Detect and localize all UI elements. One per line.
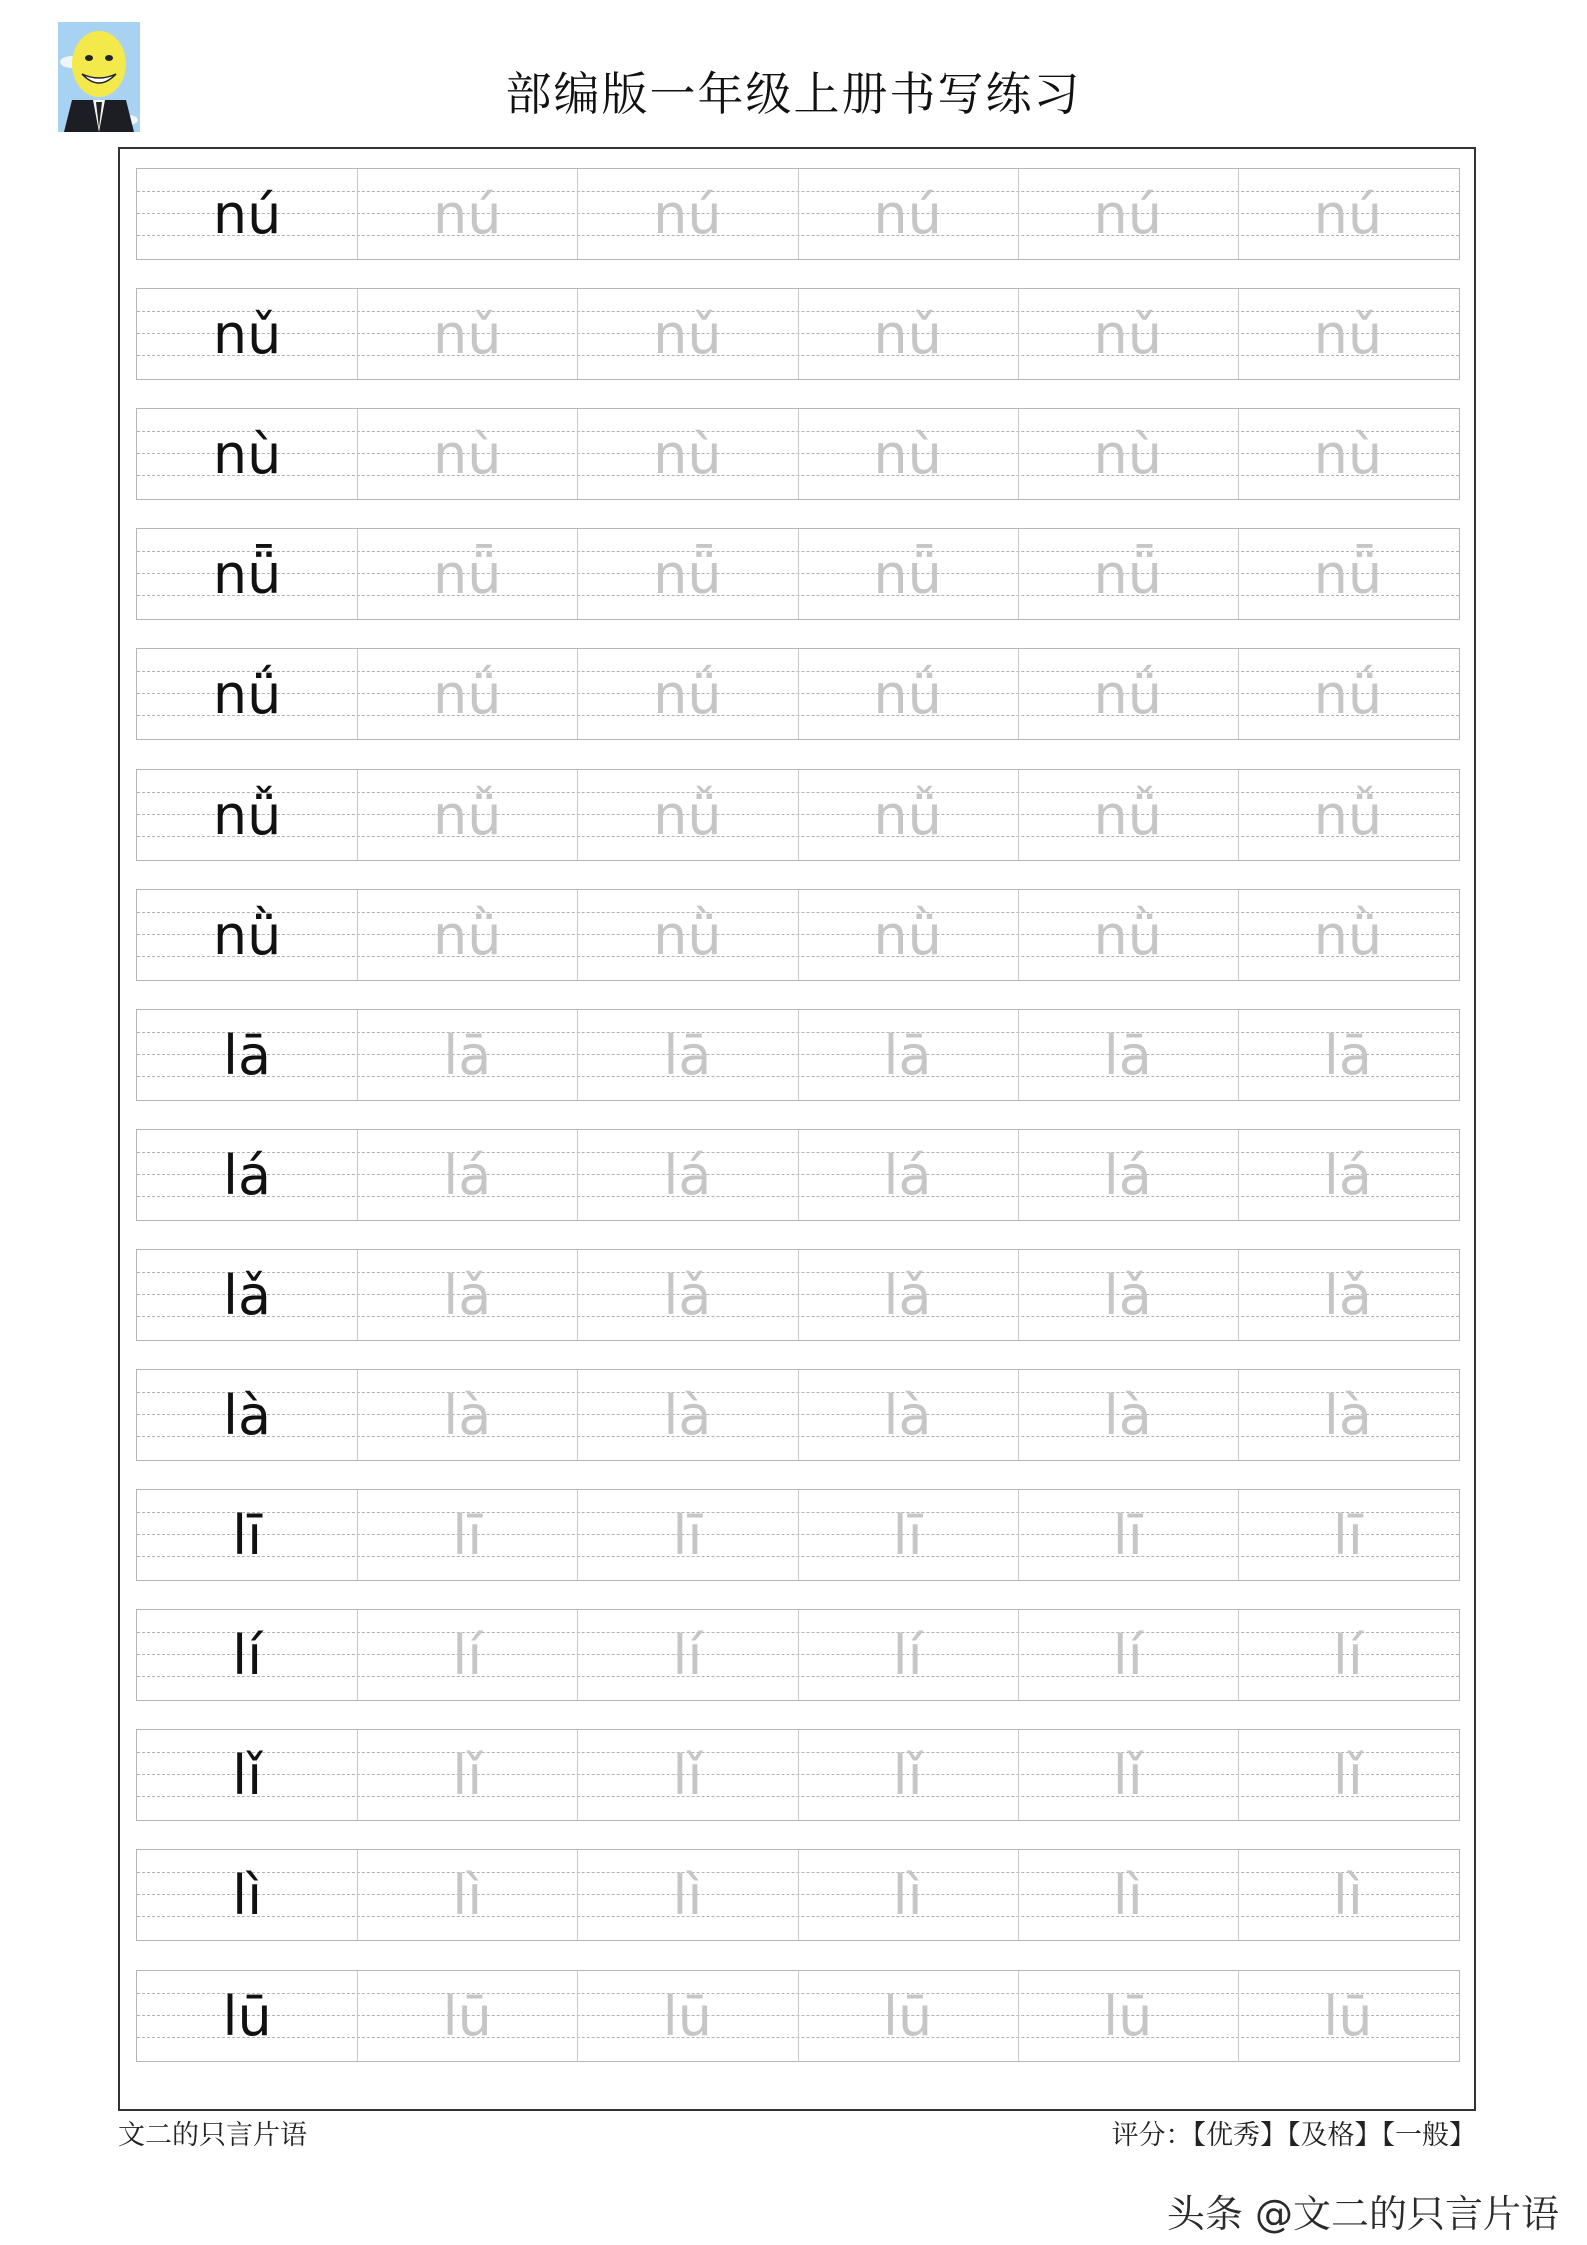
trace-syllable: lì	[1332, 1864, 1363, 1928]
practice-row	[136, 1009, 1460, 1101]
trace-syllable: nǖ	[433, 543, 502, 607]
trace-syllable: lá	[1103, 1143, 1152, 1207]
trace-syllable: nǘ	[653, 663, 722, 727]
trace-syllable: nǖ	[653, 543, 722, 607]
trace-syllable: lǎ	[1323, 1263, 1372, 1327]
trace-syllable: lā	[663, 1023, 712, 1087]
trace-syllable: nù	[653, 423, 722, 487]
practice-row	[136, 408, 1460, 500]
trace-syllable: nǔ	[873, 303, 942, 367]
practice-row	[136, 1609, 1460, 1701]
trace-syllable: lā	[1323, 1023, 1372, 1087]
model-syllable: lī	[232, 1504, 263, 1568]
trace-syllable: nú	[433, 183, 502, 246]
trace-syllable: lā	[1103, 1023, 1152, 1087]
trace-syllable: là	[1103, 1384, 1152, 1447]
trace-syllable: lá	[663, 1143, 712, 1207]
trace-syllable: nǜ	[873, 903, 942, 967]
trace-syllable: lǎ	[663, 1263, 712, 1327]
trace-syllable: lǎ	[1103, 1263, 1152, 1327]
practice-row	[136, 1729, 1460, 1821]
trace-syllable: lī	[1112, 1504, 1143, 1568]
model-syllable: lì	[232, 1864, 263, 1928]
practice-row	[136, 889, 1460, 981]
trace-syllable: nǔ	[653, 303, 722, 367]
trace-syllable: lī	[672, 1504, 703, 1568]
trace-syllable: nǚ	[653, 783, 722, 847]
model-syllable: nǘ	[212, 663, 282, 727]
trace-syllable: lū	[1323, 1984, 1373, 2048]
trace-syllable: là	[663, 1384, 712, 1447]
model-syllable: nǚ	[212, 783, 282, 847]
trace-syllable: lì	[452, 1864, 483, 1928]
trace-syllable: nú	[1313, 183, 1383, 246]
trace-syllable: là	[883, 1384, 932, 1447]
model-syllable: lí	[232, 1624, 263, 1688]
practice-row	[136, 1129, 1460, 1221]
practice-row	[136, 1970, 1460, 2062]
model-syllable: nù	[212, 423, 282, 487]
trace-syllable: lā	[883, 1023, 932, 1087]
trace-syllable: lǐ	[1112, 1744, 1143, 1808]
model-syllable: nǜ	[212, 903, 282, 967]
trace-syllable: nǔ	[1093, 303, 1162, 367]
trace-syllable: lǐ	[672, 1744, 703, 1808]
trace-syllable: nǖ	[873, 543, 942, 607]
trace-syllable: nǚ	[433, 783, 502, 847]
trace-syllable: nù	[873, 423, 942, 487]
trace-syllable: lī	[452, 1504, 483, 1568]
model-syllable: lū	[222, 1984, 272, 2048]
trace-syllable: nǜ	[653, 903, 722, 967]
trace-syllable: lī	[892, 1504, 923, 1568]
trace-syllable: nǚ	[873, 783, 942, 847]
trace-syllable: lì	[672, 1864, 703, 1928]
model-syllable: nǔ	[212, 303, 282, 367]
trace-syllable: lū	[662, 1984, 713, 2048]
model-syllable: lǎ	[223, 1263, 272, 1327]
trace-syllable: là	[1323, 1384, 1372, 1447]
trace-syllable: lí	[672, 1624, 703, 1688]
trace-syllable: lì	[892, 1864, 923, 1928]
watermark: 头条 @文二的只言片语	[1166, 2192, 1559, 2236]
practice-grid	[118, 147, 1476, 2111]
model-syllable: lá	[223, 1143, 272, 1207]
trace-syllable: nǘ	[873, 663, 942, 727]
trace-syllable: nǔ	[1313, 303, 1383, 367]
practice-row	[136, 1849, 1460, 1941]
trace-syllable: lí	[1332, 1624, 1363, 1688]
trace-syllable: nǘ	[1313, 663, 1383, 727]
page-title: 部编版一年级上册书写练习	[505, 67, 1082, 121]
trace-syllable: nù	[433, 423, 502, 487]
trace-syllable: nǘ	[1093, 663, 1162, 727]
trace-syllable: nǘ	[433, 663, 502, 727]
trace-syllable: lá	[883, 1143, 932, 1207]
score-label: 评分：【优秀】【及格】【一般】	[1111, 2120, 1476, 2151]
trace-syllable: lū	[442, 1984, 492, 2048]
model-syllable: nú	[212, 183, 282, 246]
trace-syllable: lū	[1103, 1984, 1153, 2048]
trace-syllable: nǜ	[433, 903, 502, 967]
trace-syllable: nǚ	[1313, 783, 1383, 847]
trace-syllable: lǐ	[1332, 1744, 1363, 1808]
author-label: 文二的只言片语	[118, 2120, 307, 2151]
practice-row	[136, 1369, 1460, 1461]
trace-syllable: nú	[653, 183, 722, 246]
model-syllable: nǖ	[212, 543, 282, 607]
trace-syllable: lī	[1332, 1504, 1363, 1568]
model-syllable: lǐ	[232, 1744, 263, 1808]
trace-syllable: lǎ	[883, 1263, 932, 1327]
trace-syllable: lǐ	[452, 1744, 483, 1808]
trace-syllable: nǚ	[1093, 783, 1162, 847]
practice-row	[136, 769, 1460, 861]
trace-syllable: lá	[443, 1143, 492, 1207]
practice-row	[136, 168, 1460, 260]
trace-syllable: nù	[1093, 423, 1162, 487]
trace-syllable: lǎ	[443, 1263, 492, 1327]
trace-syllable: lā	[443, 1023, 492, 1087]
trace-syllable: lǐ	[892, 1744, 923, 1808]
trace-syllable: lí	[452, 1624, 483, 1688]
trace-syllable: nù	[1313, 423, 1383, 487]
trace-syllable: nǜ	[1093, 903, 1162, 967]
trace-syllable: nǜ	[1313, 903, 1383, 967]
trace-syllable: lí	[892, 1624, 923, 1688]
practice-row	[136, 528, 1460, 620]
trace-syllable: nú	[1093, 183, 1162, 246]
model-syllable: lā	[223, 1023, 272, 1087]
trace-syllable: nǖ	[1313, 543, 1383, 607]
trace-syllable: lí	[1112, 1624, 1143, 1688]
practice-row	[136, 288, 1460, 380]
trace-syllable: nǖ	[1093, 543, 1162, 607]
trace-syllable: lá	[1323, 1143, 1372, 1207]
trace-syllable: lì	[1112, 1864, 1143, 1928]
practice-row	[136, 1249, 1460, 1341]
practice-row	[136, 1489, 1460, 1581]
trace-syllable: nú	[873, 183, 942, 246]
trace-syllable: nǔ	[433, 303, 502, 367]
model-syllable: là	[223, 1384, 272, 1447]
practice-row	[136, 648, 1460, 740]
trace-syllable: là	[443, 1384, 492, 1447]
trace-syllable: lū	[882, 1984, 933, 2048]
